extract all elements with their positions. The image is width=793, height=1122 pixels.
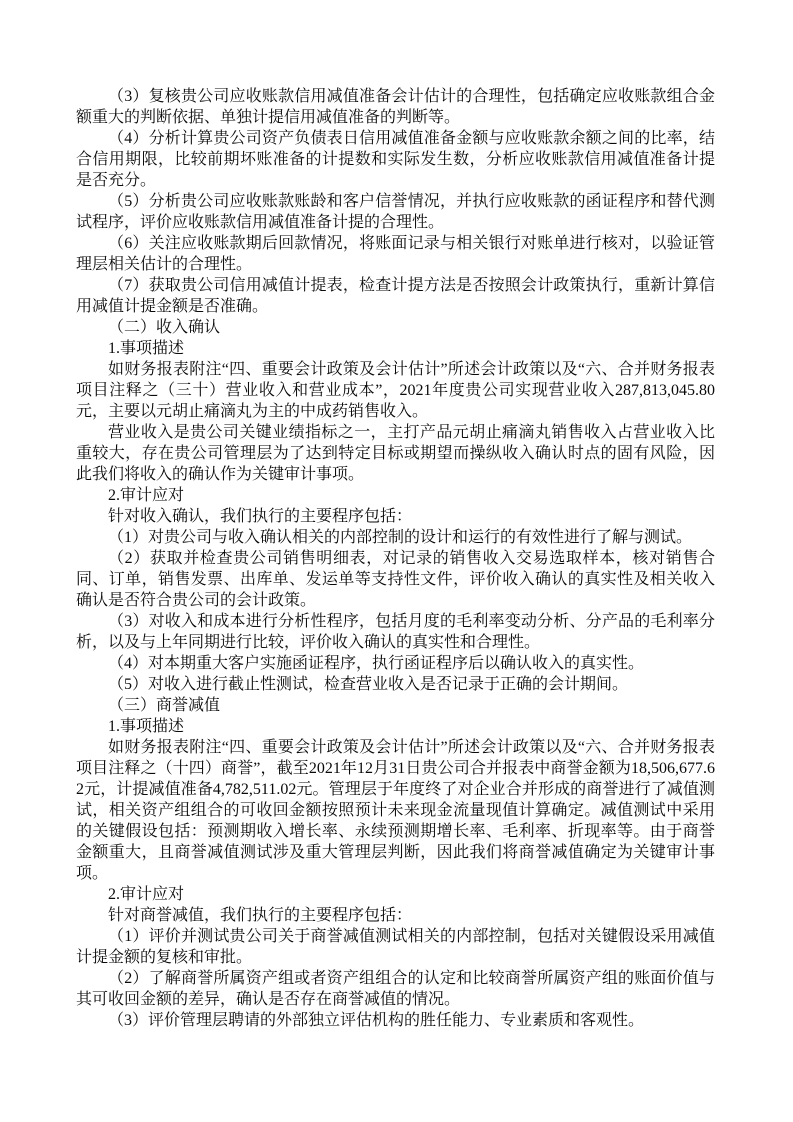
body-paragraph-receivables-step6: （6）关注应收账款期后回款情况，将账面记录与相关银行对账单进行核对，以验证管理层相关估计的合理性。 <box>76 235 715 273</box>
body-paragraph-receivables-step5: （5）分析贵公司应收账款账龄和客户信誉情况，并执行应收账款的函证程序和替代测试程序，评价应收账款信用减值准备计提的合理性。 <box>76 193 715 231</box>
subsection-heading-matter-description: 1.事项描述 <box>108 340 185 357</box>
section-heading-revenue-recognition: （二）收入确认 <box>108 319 221 336</box>
subsection-heading-audit-response: 2.审计应对 <box>108 487 185 504</box>
body-paragraph-revenue-description-1: 如财务报表附注“四、重要会计政策及会计估计”所述会计政策以及“六、合并财务报表项目注释之（三十）营业收入和营业成本”，2021年度贵公司实现营业收入287,813,045.80元，主要以元胡止痛滴丸为主的中成药销售收入。 <box>76 361 715 420</box>
body-paragraph-revenue-step2: （2）获取并检查贵公司销售明细表，对记录的销售收入交易选取样本，核对销售合同、订单，销售发票、出库单、发运单等支持性文件，评价收入确认的真实性及相关收入确认是否符合贵公司的会计政策。 <box>76 550 715 609</box>
body-paragraph-goodwill-step2: （2）了解商誉所属资产组或者资产组组合的认定和比较商誉所属资产组的账面价值与其可收回金额的差异，确认是否存在商誉减值的情况。 <box>76 970 715 1008</box>
body-paragraph-revenue-step1: （1）对贵公司与收入确认相关的内部控制的设计和运行的有效性进行了解与测试。 <box>108 529 693 546</box>
body-paragraph-goodwill-procedures-intro: 针对商誉减值，我们执行的主要程序包括： <box>108 907 413 924</box>
body-paragraph-goodwill-description: 如财务报表附注“四、重要会计政策及会计估计”所述会计政策以及“六、合并财务报表项目注释之（十四）商誉”，截至2021年12月31日贵公司合并报表中商誉金额为18,506,677.62元，计提减值准备4,782,511.02元。管理层于年度终了对企业合并形成的商誉进行了减值测试，相关资产组组合的可收回金额按照预计未来现金流量现值计算确定。减值测试中采用的关键假设包括：预测期收入增长率、永续预测期增长率、毛利率、折现率等。由于商誉金额重大，且商誉减值测试涉及重大管理层判断，因此我们将商誉减值确定为关键审计事项。 <box>76 739 715 882</box>
document-body <box>76 86 715 1031</box>
body-paragraph-receivables-step3: （3）复核贵公司应收账款信用减值准备会计估计的合理性，包括确定应收账款组合金额重大的判断依据、单独计提信用减值准备的判断等。 <box>76 88 715 126</box>
body-paragraph-revenue-step3: （3）对收入和成本进行分析性程序，包括月度的毛利率变动分析、分产品的毛利率分析，以及与上年同期进行比较，评价收入确认的真实性和合理性。 <box>76 613 715 651</box>
body-paragraph-goodwill-step1: （1）评价并测试贵公司关于商誉减值测试相关的内部控制，包括对关键假设采用减值计提金额的复核和审批。 <box>76 928 715 966</box>
body-paragraph-revenue-description-2: 营业收入是贵公司关键业绩指标之一，主打产品元胡止痛滴丸销售收入占营业收入比重较大，存在贵公司管理层为了达到特定目标或期望而操纵收入确认时点的固有风险，因此我们将收入的确认作为关键审计事项。 <box>76 424 715 483</box>
body-paragraph-receivables-step4: （4）分析计算贵公司资产负债表日信用减值准备金额与应收账款余额之间的比率，结合信用期限，比较前期坏账准备的计提数和实际发生数，分析应收账款信用减值准备计提是否充分。 <box>76 130 715 189</box>
body-paragraph-receivables-step7: （7）获取贵公司信用减值计提表，检查计提方法是否按照会计政策执行，重新计算信用减值计提金额是否准确。 <box>76 277 715 315</box>
body-paragraph-revenue-step4: （4）对本期重大客户实施函证程序，执行函证程序后以确认收入的真实性。 <box>108 655 645 672</box>
body-paragraph-revenue-step5: （5）对收入进行截止性测试，检查营业收入是否记录于正确的会计期间。 <box>108 676 629 693</box>
section-heading-goodwill-impairment: （三）商誉减值 <box>108 697 221 714</box>
subsection-heading-audit-response-2: 2.审计应对 <box>108 886 185 903</box>
body-paragraph-goodwill-step3: （3）评价管理层聘请的外部独立评估机构的胜任能力、专业素质和客观性。 <box>108 1012 645 1029</box>
subsection-heading-matter-description-2: 1.事项描述 <box>108 718 185 735</box>
body-paragraph-revenue-procedures-intro: 针对收入确认，我们执行的主要程序包括： <box>108 508 413 525</box>
